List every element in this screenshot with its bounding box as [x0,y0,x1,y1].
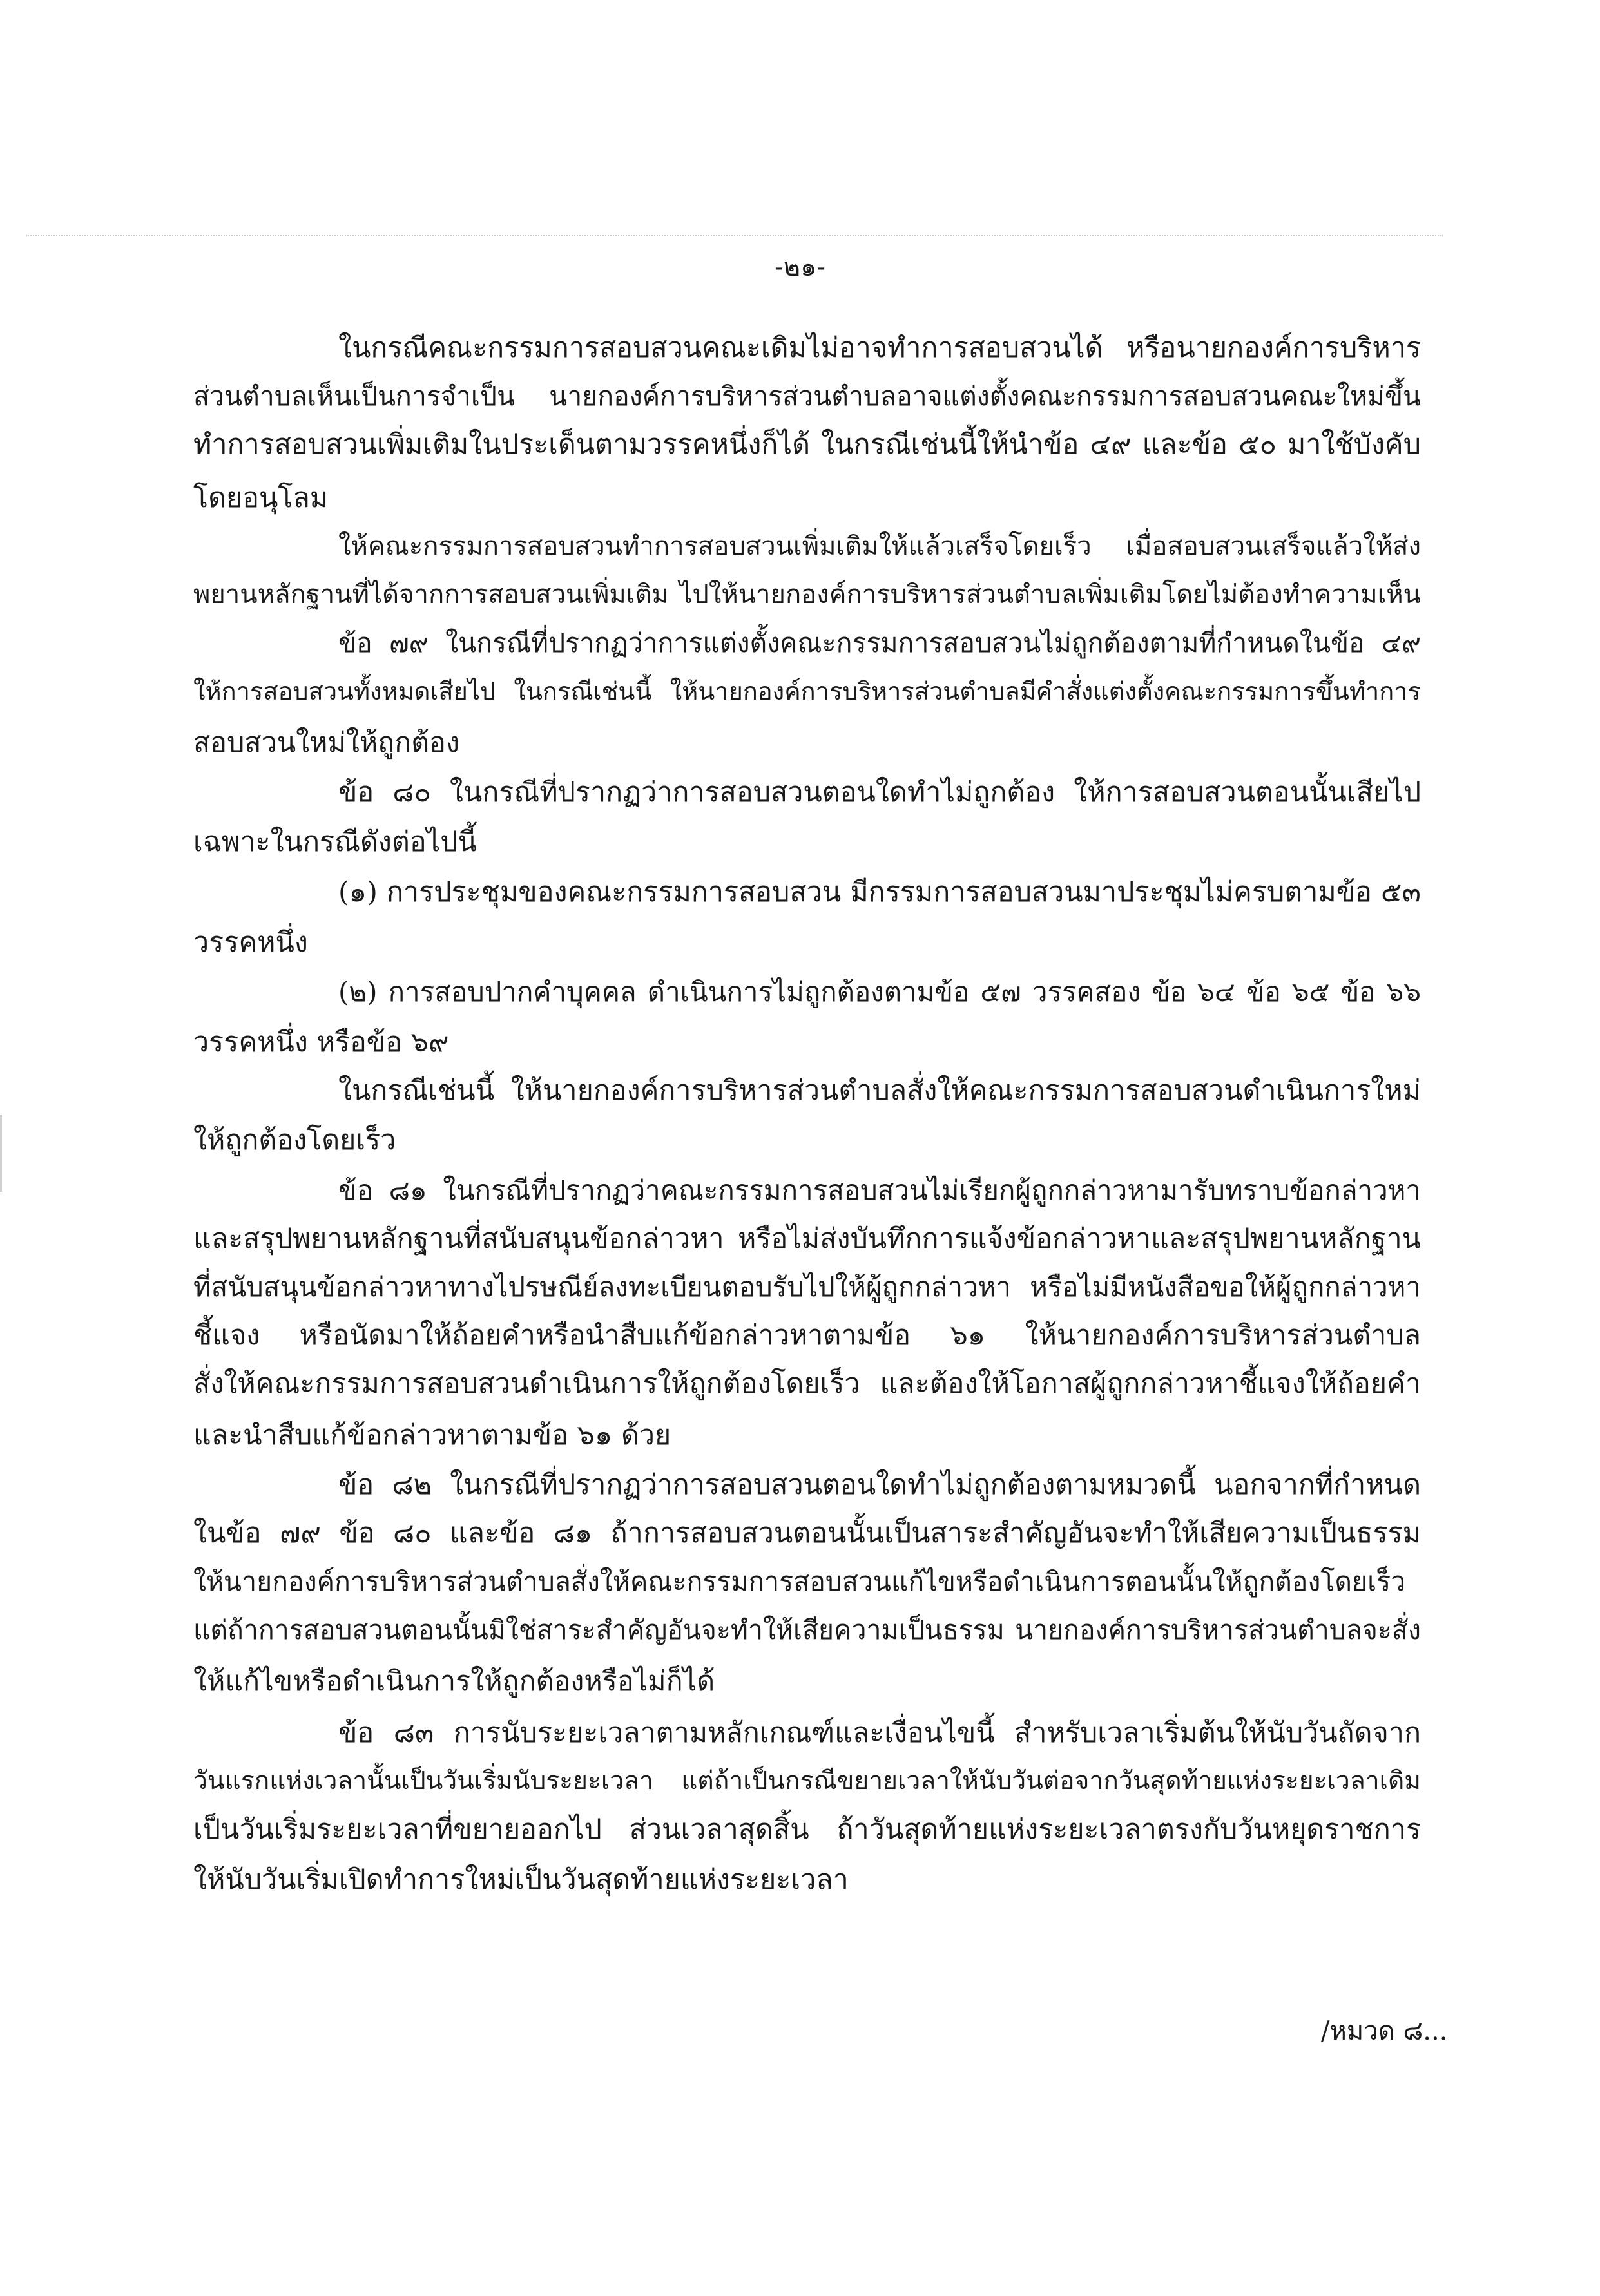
text-line: และนำสืบแก้ข้อกล่าวหาตามข้อ ๖๑ ด้วย [193,1419,671,1451]
text-line: ข้อ ๘๒ ในกรณีที่ปรากฏว่าการสอบสวนตอนใดทำไม่ถูกต้องตามหมวดนี้ นอกจากที่กำหนด [338,1469,1421,1501]
text-line: ให้แก้ไขหรือดำเนินการให้ถูกต้องหรือไม่ก็ได้ [193,1665,715,1698]
text-line: ให้นายกองค์การบริหารส่วนตำบลสั่งให้คณะกรรมการสอบสวนแก้ไขหรือดำเนินการตอนนั้นให้ถูกต้องโดยเร็ว [193,1566,1406,1597]
text-line: ทำการสอบสวนเพิ่มเติมในประเด็นตามวรรคหนึ่งก็ได้ ในกรณีเช่นนี้ให้นำข้อ ๔๙ และข้อ ๕๐ มาใช้บังคับ [193,428,1421,461]
text-line: วันแรกแห่งเวลานั้นเป็นวันเริ่มนับระยะเวลา แต่ถ้าเป็นกรณีขยายเวลาให้นับวันต่อจากวันสุดท้ายแห่งระยะเวลาเดิม [193,1766,1421,1795]
text-line: วรรคหนึ่ง หรือข้อ ๖๙ [193,1026,449,1058]
text-line: ข้อ ๘๑ ในกรณีที่ปรากฏว่าคณะกรรมการสอบสวนไม่เรียกผู้ถูกกล่าวหามารับทราบข้อกล่าวหา [338,1174,1421,1206]
text-line: ในข้อ ๗๙ ข้อ ๘๐ และข้อ ๘๑ ถ้าการสอบสวนตอนนั้นเป็นสาระสำคัญอันจะทำให้เสียความเป็นธรรม [193,1517,1421,1549]
text-line: โดยอนุโลม [193,482,329,514]
continuation-note: /หมวด ๘... [1321,2016,1448,2046]
text-line: ในกรณีเช่นนี้ ให้นายกองค์การบริหารส่วนตำบลสั่งให้คณะกรรมการสอบสวนดำเนินการใหม่ [338,1075,1421,1107]
page-number: -๒๑- [775,253,825,282]
text-line: วรรคหนึ่ง [193,926,308,959]
text-line: ให้นับวันเริ่มเปิดทำการใหม่เป็นวันสุดท้ายแห่งระยะเวลา [193,1864,849,1896]
text-line: แต่ถ้าการสอบสวนตอนนั้นมิใช่สาระสำคัญอันจะทำให้เสียความเป็นธรรม นายกองค์การบริหารส่วนตำบลจะสั่ง [193,1614,1421,1645]
text-line: ให้คณะกรรมการสอบสวนทำการสอบสวนเพิ่มเติมให้แล้วเสร็จโดยเร็ว เมื่อสอบสวนเสร็จแล้วให้ส่ง [338,531,1421,561]
text-line: (๒) การสอบปากคำบุคคล ดำเนินการไม่ถูกต้องตามข้อ ๕๗ วรรคสอง ข้อ ๖๔ ข้อ ๖๕ ข้อ ๖๖ [338,976,1421,1008]
text-line: ข้อ ๘๐ ในกรณีที่ปรากฏว่าการสอบสวนตอนใดทำไม่ถูกต้อง ให้การสอบสวนตอนนั้นเสียไป [338,776,1421,808]
text-line: สั่งให้คณะกรรมการสอบสวนดำเนินการให้ถูกต้องโดยเร็ว และต้องให้โอกาสผู้ถูกกล่าวหาชี้แจงให้ถ้อยคำ [193,1368,1421,1400]
text-line: ในกรณีคณะกรรมการสอบสวนคณะเดิมไม่อาจทำการสอบสวนได้ หรือนายกองค์การบริหาร [338,332,1421,364]
text-line: สอบสวนใหม่ให้ถูกต้อง [193,727,459,759]
text-line: (๑) การประชุมของคณะกรรมการสอบสวน มีกรรมการสอบสวนมาประชุมไม่ครบตามข้อ ๕๓ [338,876,1421,908]
text-line: ชี้แจง หรือนัดมาให้ถ้อยคำหรือนำสืบแก้ข้อกล่าวหาตามข้อ ๖๑ ให้นายกองค์การบริหารส่วนตำบล [193,1319,1421,1352]
text-line: และสรุปพยานหลักฐานที่สนับสนุนข้อกล่าวหา หรือไม่ส่งบันทึกการแจ้งข้อกล่าวหาและสรุปพยานหลักฐาน [193,1223,1421,1255]
text-line: พยานหลักฐานที่ได้จากการสอบสวนเพิ่มเติม ไปให้นายกองค์การบริหารส่วนตำบลเพิ่มเติมโดยไม่ต้องทำความเห็น [193,580,1421,609]
text-line: เฉพาะในกรณีดังต่อไปนี้ [193,826,477,858]
scan-edge-mark [0,1115,2,1192]
text-line: ให้การสอบสวนทั้งหมดเสียไป ในกรณีเช่นนี้ ให้นายกองค์การบริหารส่วนตำบลมีคำสั่งแต่งตั้งคณะกรรมการขึ้นทำการ [193,677,1421,705]
text-line: ที่สนับสนุนข้อกล่าวหาทางไปรษณีย์ลงทะเบียนตอบรับไปให้ผู้ถูกกล่าวหา หรือไม่มีหนังสือขอให้ผู้ถูกกล่าวหา [193,1271,1421,1303]
text-line: ข้อ ๘๓ การนับระยะเวลาตามหลักเกณฑ์และเงื่อนไขนี้ สำหรับเวลาเริ่มต้นให้นับวันถัดจาก [338,1717,1421,1749]
text-line: ส่วนตำบลเห็นเป็นการจำเป็น นายกองค์การบริหารส่วนตำบลอาจแต่งตั้งคณะกรรมการสอบสวนคณะใหม่ขึ้น [193,381,1421,412]
header-rule [26,235,1443,236]
text-line: ให้ถูกต้องโดยเร็ว [193,1124,396,1156]
text-line: เป็นวันเริ่มระยะเวลาที่ขยายออกไป ส่วนเวลาสุดสิ้น ถ้าวันสุดท้ายแห่งระยะเวลาตรงกับวันหยุดราชการ [193,1813,1421,1846]
text-line: ข้อ ๗๙ ในกรณีที่ปรากฏว่าการแต่งตั้งคณะกรรมการสอบสวนไม่ถูกต้องตามที่กำหนดในข้อ ๔๙ [338,627,1421,658]
